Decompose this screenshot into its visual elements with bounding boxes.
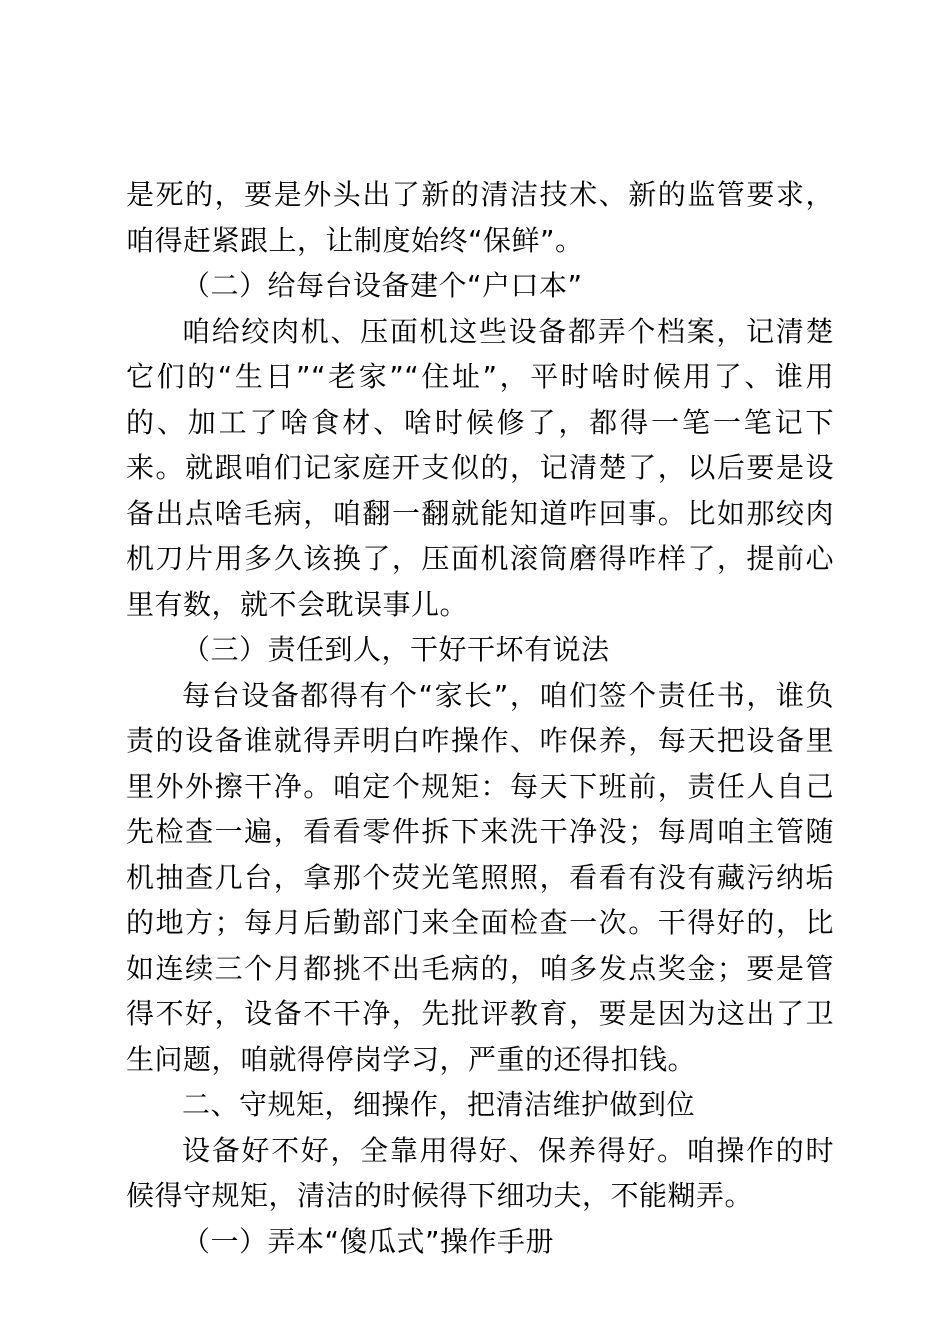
section-heading-2: 二、守规矩，细操作，把清洁维护做到位 [182, 1088, 696, 1121]
paragraph-continuation: 是死的，要是外头出了新的清洁技术、新的监管要求，咱得赶紧跟上，让制度始终“保鲜”。 [126, 178, 834, 257]
subheading-2: （二）给每台设备建个“户口本” [182, 269, 583, 302]
subheading-1: （一）弄本“傻瓜式”操作手册 [182, 1224, 555, 1258]
paragraph-responsibility: 每台设备都得有个“家长”，咱们签个责任书，谁负责的设备谁就得弄明白咋操作、咋保养，每天把设备里里外外擦干净。咱定个规矩：每天下班前，责任人自己先检查一遍，看看零件拆下来洗干净没；每周咱主管随机抽查几台，拿那个荧光笔照照，看看有没有藏污纳垢的地方；每月后勤部门来全面检查一次。干得好的，比如连续三个月都挑不出毛病的，咱多发点奖金；要是管得不好，设备不干净，先批评教育，要是因为这出了卫生问题，咱就得停岗学习，严重的还得扣钱。 [126, 678, 834, 1076]
document-body [126, 172, 834, 1264]
subheading-3: （三）责任到人，干好干坏有说法 [182, 633, 610, 666]
paragraph-device-archive: 咱给绞肉机、压面机这些设备都弄个档案，记清楚它们的“生日”“老家”“住址”，平时啥时候用了、谁用的、加工了啥食材、啥时候修了，都得一笔一笔记下来。就跟咱们记家庭开支似的，记清楚了，以后要是设备出点啥毛病，咱翻一翻就能知道咋回事。比如那绞肉机刀片用多久该换了，压面机滚筒磨得咋样了，提前心里有数，就不会耽误事儿。 [126, 314, 834, 621]
paragraph-operation-intro: 设备好不好，全靠用得好、保养得好。咱操作的时候得守规矩，清洁的时候得下细功夫，不能糊弄。 [126, 1133, 834, 1212]
